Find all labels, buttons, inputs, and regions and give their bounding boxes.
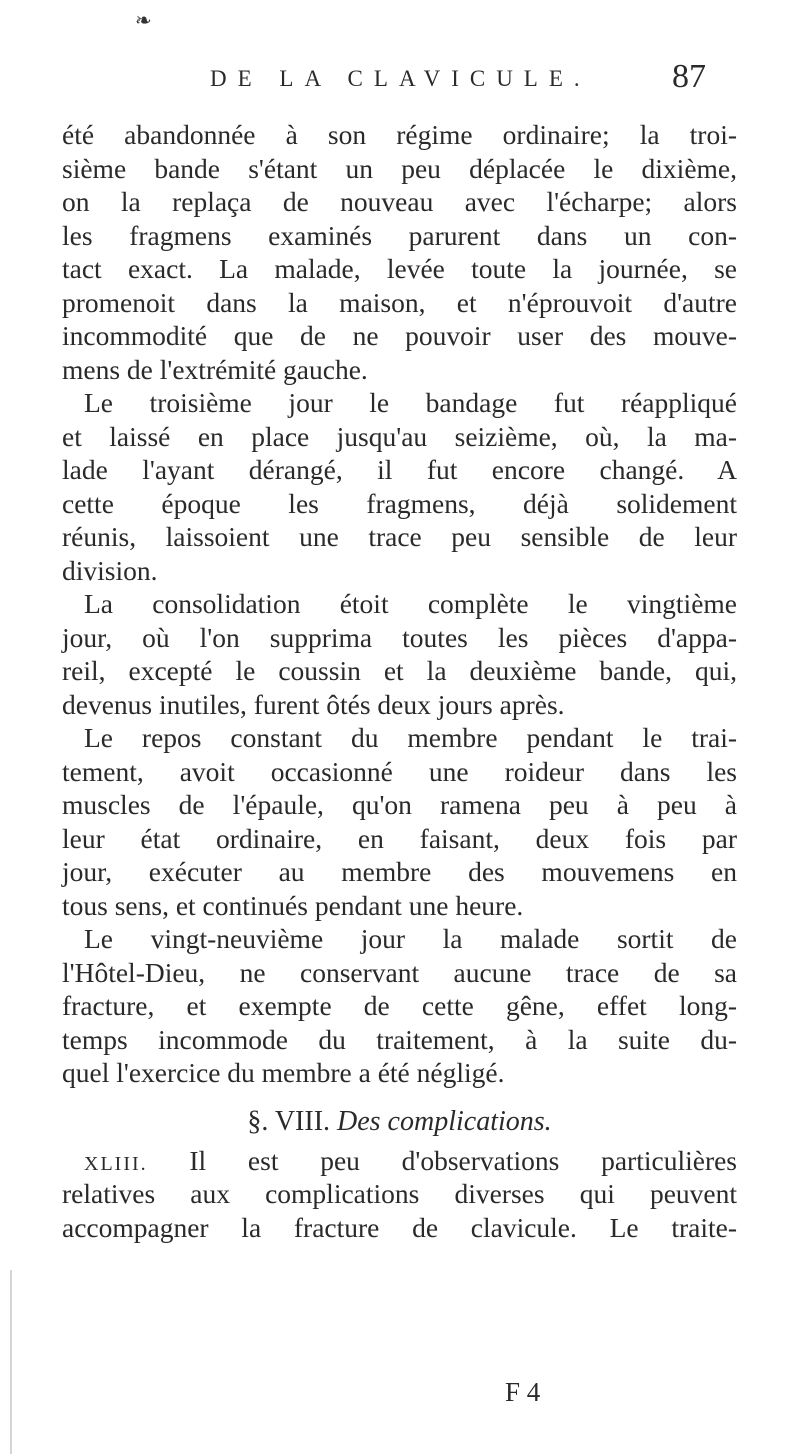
text-line: l'Hôtel-Dieu, ne conservant aucune trace de sa	[62, 956, 737, 988]
text-line: incommodité que de ne pouvoir user des mouve-	[62, 320, 737, 351]
signature-mark: F 4	[505, 1377, 541, 1407]
text-line: cette époque les fragmens, déjà solidement	[62, 487, 737, 519]
text-line: jour, où l'on supprima toutes les pièces d'appa-	[62, 621, 737, 653]
text-line: fracture, et exempte de cette gêne, effet long-	[62, 990, 737, 1021]
text-line: La consolidation étoit complète le vingtième	[84, 588, 737, 619]
section-heading	[62, 1100, 737, 1144]
text-line: été abandonnée à son régime ordinaire; la troi-	[62, 119, 737, 150]
text-line: jour, exécuter au membre des mouvemens en	[62, 856, 737, 887]
running-title: DE LA CLAVICULE.	[210, 66, 591, 91]
body-text	[62, 118, 737, 1244]
text-line: promenoit dans la maison, et n'éprouvoit d'autre	[62, 286, 737, 318]
page-number: 87	[672, 58, 706, 95]
text-line: mens de l'extrémité gauche.	[62, 353, 368, 385]
section-number: §. VIII.	[247, 1105, 331, 1137]
text-line: accompagner la fracture de clavicule. Le traite-	[62, 1211, 737, 1243]
text-line: tous sens, et continués pendant une heure.	[62, 889, 524, 921]
page-edge-shadow	[10, 1270, 12, 1454]
text-line	[62, 1144, 737, 1178]
text-line: sième bande s'étant un peu déplacée le dixième,	[62, 152, 737, 184]
text-line: lade l'ayant dérangé, il fut encore changé. A	[62, 454, 737, 485]
paragraph-numeral: XLIII.	[84, 1152, 148, 1175]
text-line: on la replaça de nouveau avec l'écharpe; alors	[62, 186, 737, 217]
text-line: Le troisième jour le bandage fut réappliqué	[84, 387, 737, 418]
text-line: relatives aux complications diverses qui peuvent	[62, 1178, 737, 1209]
text-line: leur état ordinaire, en faisant, deux fois par	[62, 822, 737, 854]
text-line: et laissé en place jusqu'au seizième, où, la ma-	[62, 420, 737, 452]
text-line: muscles de l'épaule, qu'on ramena peu à peu à	[62, 789, 737, 820]
text-line: réunis, laissoient une trace peu sensible de leur	[62, 521, 737, 552]
section-title: Des complications.	[337, 1105, 552, 1137]
text-line: devenus inutiles, furent ôtés deux jours après.	[62, 688, 565, 720]
text-line: les fragmens examinés parurent dans un con-	[62, 219, 737, 251]
text-line: division.	[62, 554, 158, 586]
running-head	[210, 58, 730, 98]
text-line: tement, avoit occasionné une roideur dans les	[62, 755, 737, 787]
text-line: quel l'exercice du membre a été négligé.	[62, 1057, 505, 1088]
text-line: reil, excepté le coussin et la deuxième bande, qui,	[62, 655, 737, 686]
ornament-mark: ❧	[135, 10, 152, 32]
text-line: Le repos constant du membre pendant le trai-	[84, 722, 737, 753]
text-line: tact exact. La malade, levée toute la journée, se	[62, 253, 737, 284]
text-line: temps incommode du traitement, à la suite du-	[62, 1023, 737, 1055]
text-line: Le vingt-neuvième jour la malade sortit de	[84, 923, 737, 954]
paragraph-text: Il est peu d'observations particulières	[189, 1144, 738, 1176]
